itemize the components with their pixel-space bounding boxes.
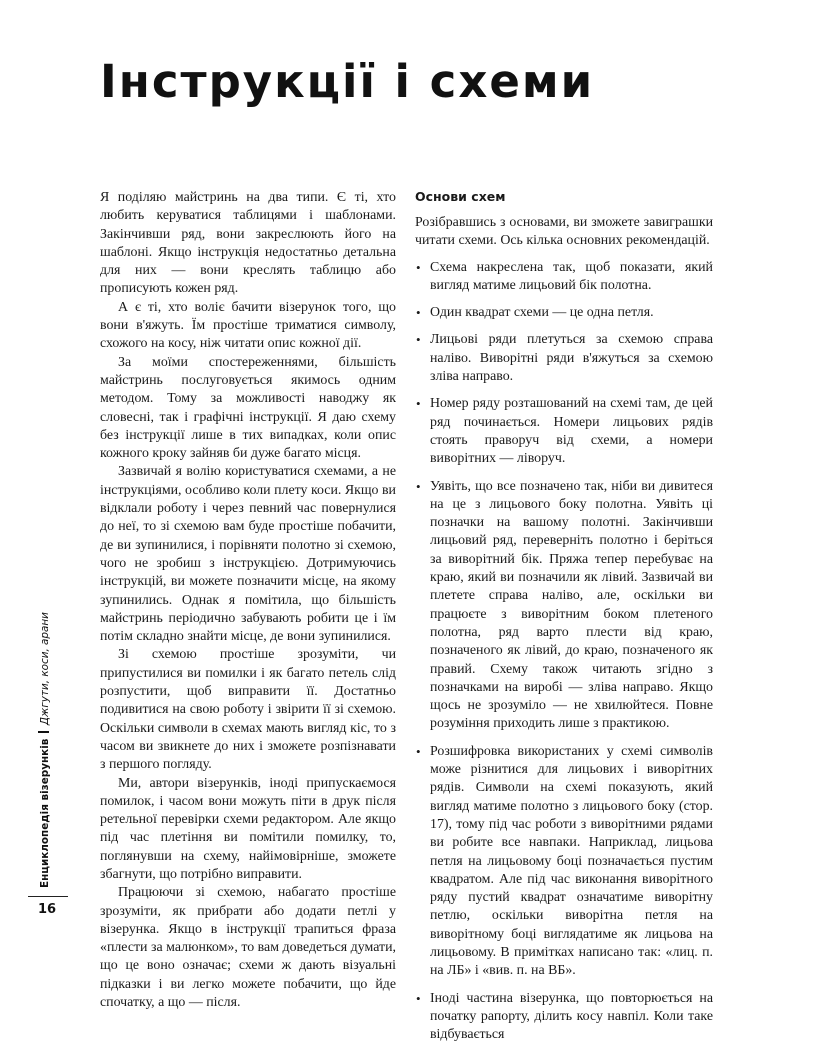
bullet-icon: • — [416, 305, 421, 321]
bullet-list — [415, 259, 713, 1045]
list-item — [415, 304, 713, 322]
list-item-text: Лицьові ряди плетуться за схемою справа наліво. Виворітні ряди в'яжуться за схемою зліва направо. — [430, 332, 713, 385]
paragraph: Працюючи зі схемою, набагато простіше зрозуміти, як прибрати або додати петлі у візерунка. Якщо в інструкції трапиться фраза «плести за малюнком», то вам доведеться думати, що це воно означає; схеми ж дають візуальні підказки і ви легко можете побачити, що йде спочатку, а що — після. — [100, 885, 396, 1011]
paragraph: Зазвичай я волію користуватися схемами, а не інструкціями, особливо коли плету коси. Якщо ви відклали роботу і через певний час повернулися до неї, то зі схемою вам буде простіше побачити, де ви зупинилися, і порівняти полотно зі схемою, чого не зробиш з інструкцією. Дотримуючись інструкцій, ви можете позначити місце, на якому зупинились. Однак я помітила, що більшість майстринь періодично забувають робити це і їм потім складно знайти місце, де вони зупинилися. — [100, 464, 396, 645]
list-item-text: Схема накреслена так, щоб показати, який вигляд матиме лицьовий бік полотна. — [430, 259, 713, 293]
bullet-icon: • — [416, 259, 421, 275]
list-item — [415, 990, 713, 1045]
list-item-text: Іноді частина візерунка, що повторюється на початку рапорту, ділить косу навпіл. Коли таке відбувається — [430, 990, 713, 1043]
bullet-icon: • — [416, 332, 421, 348]
paragraph: Я поділяю майстринь на два типи. Є ті, хто любить керуватися таблицями і шаблонами. Закінчивши ряд, вони закреслюють його на шаблоні. Якщо інструкція недостатньо детальна для них — вони креслять таблицю або прописують кожен ряд. — [100, 190, 396, 297]
running-header — [38, 612, 51, 888]
paragraph: Ми, автори візерунків, іноді припускаємося помилок, і часом вони можуть піти в друк після ретельної перевірки схеми редактором. Але якщо під час плетіння ви помітили помилку, то, поглянувши на схему, найімовірніше, зможете збагнути, що потрібно виправити. — [100, 775, 396, 882]
right-text-column — [415, 189, 713, 1053]
chapter-title: Джгути, коси, арани — [39, 612, 51, 726]
bullet-icon: • — [416, 478, 421, 494]
page-title: Інструкції і схеми — [100, 55, 595, 108]
bullet-icon: • — [416, 743, 421, 759]
bullet-icon: • — [416, 990, 421, 1006]
list-item-text: Номер ряду розташований на схемі там, де цей ряд починається. Номери лицьових рядів стоять праворуч від схеми, а номери виворітних — ліворуч. — [430, 396, 713, 467]
section-heading: Основи схем — [415, 189, 506, 204]
separator — [38, 731, 49, 733]
intro-paragraph: Розібравшись з основами, ви зможете завиграшки читати схеми. Ось кілька основних рекомендацій. — [415, 215, 713, 249]
list-item-text: Один квадрат схеми — це одна петля. — [430, 305, 654, 321]
book-title: Енциклопедія візерунків — [39, 738, 51, 888]
paragraph: Зі схемою простіше зрозуміти, чи припустилися ви помилки і як багато петель слід розпустити, щоб виправити її. Достатньо подивитися на свою роботу і звірити її зі схемою. Оскільки символи в схемах мають вигляд кіс, то з часом ви звикнете до них і зможете розпізнавати з першого погляду. — [100, 647, 396, 773]
page-number-rule — [28, 896, 68, 897]
list-item — [415, 395, 713, 468]
paragraph: За моїми спостереженнями, більшість майстринь послуговується якимось одним методом. Тому за можливості наводжу як словесні, так і графічні інструкції. Я даю схему без інструкції лише в тих випадках, коли опис кожного кроку зайняв би дуже багато місця. — [100, 354, 396, 462]
left-text-column — [100, 189, 396, 1012]
list-item — [415, 743, 713, 981]
paragraph: А є ті, хто воліє бачити візерунок того, що вони в'яжуть. Їм простіше триматися символу, схожого на косу, ніж читати опис кожної дії. — [100, 299, 396, 352]
list-item — [415, 259, 713, 296]
bullet-icon: • — [416, 396, 421, 412]
list-item — [415, 331, 713, 386]
page-number: 16 — [38, 902, 57, 917]
list-item-text: Розшифровка використаних у схемі символів може різнитися для лицьових і виворітних рядів. Символи на схемі показують, який вигляд матиме полотно з лицьового боку (стор. 17), тому під час роботи з виворітними рядами ви робите все навпаки. Наприклад, лицьова петля на лицьовому боці позначається пустим квадратом. Але під час виконання виворітного ряду пустий квадрат означатиме виворітну петлю, оскільки виворітна петля на виворітному боці виглядатиме як лицьова на лицьовому. В примітках написано так: «лиц. п. на ЛБ» і «вив. п. на ВБ». — [430, 743, 713, 979]
list-item — [415, 478, 713, 734]
list-item-text: Уявіть, що все позначено так, ніби ви дивитеся на це з лицьового боку полотна. Уявіть ці позначки на вашому полотні. Закінчивши лицьовий ряд, переверніть полотно і беріться за виворітний бік. Пряжа тепер перебуває на краю, який ви позначили як лівий. Зазвичай ви плетете справа наліво, але, оскільки ви працюєте з виворітним боком плетеного полотна, ряд варто плести від краю, позначеного як лівий, до краю, позначеного як правий. Схему також читають згідно з позначками на виробі — зліва направо. Якщо щось не зрозуміло — не хвилюйтеся. Повне розуміння приходить лише з практикою. — [430, 478, 713, 732]
